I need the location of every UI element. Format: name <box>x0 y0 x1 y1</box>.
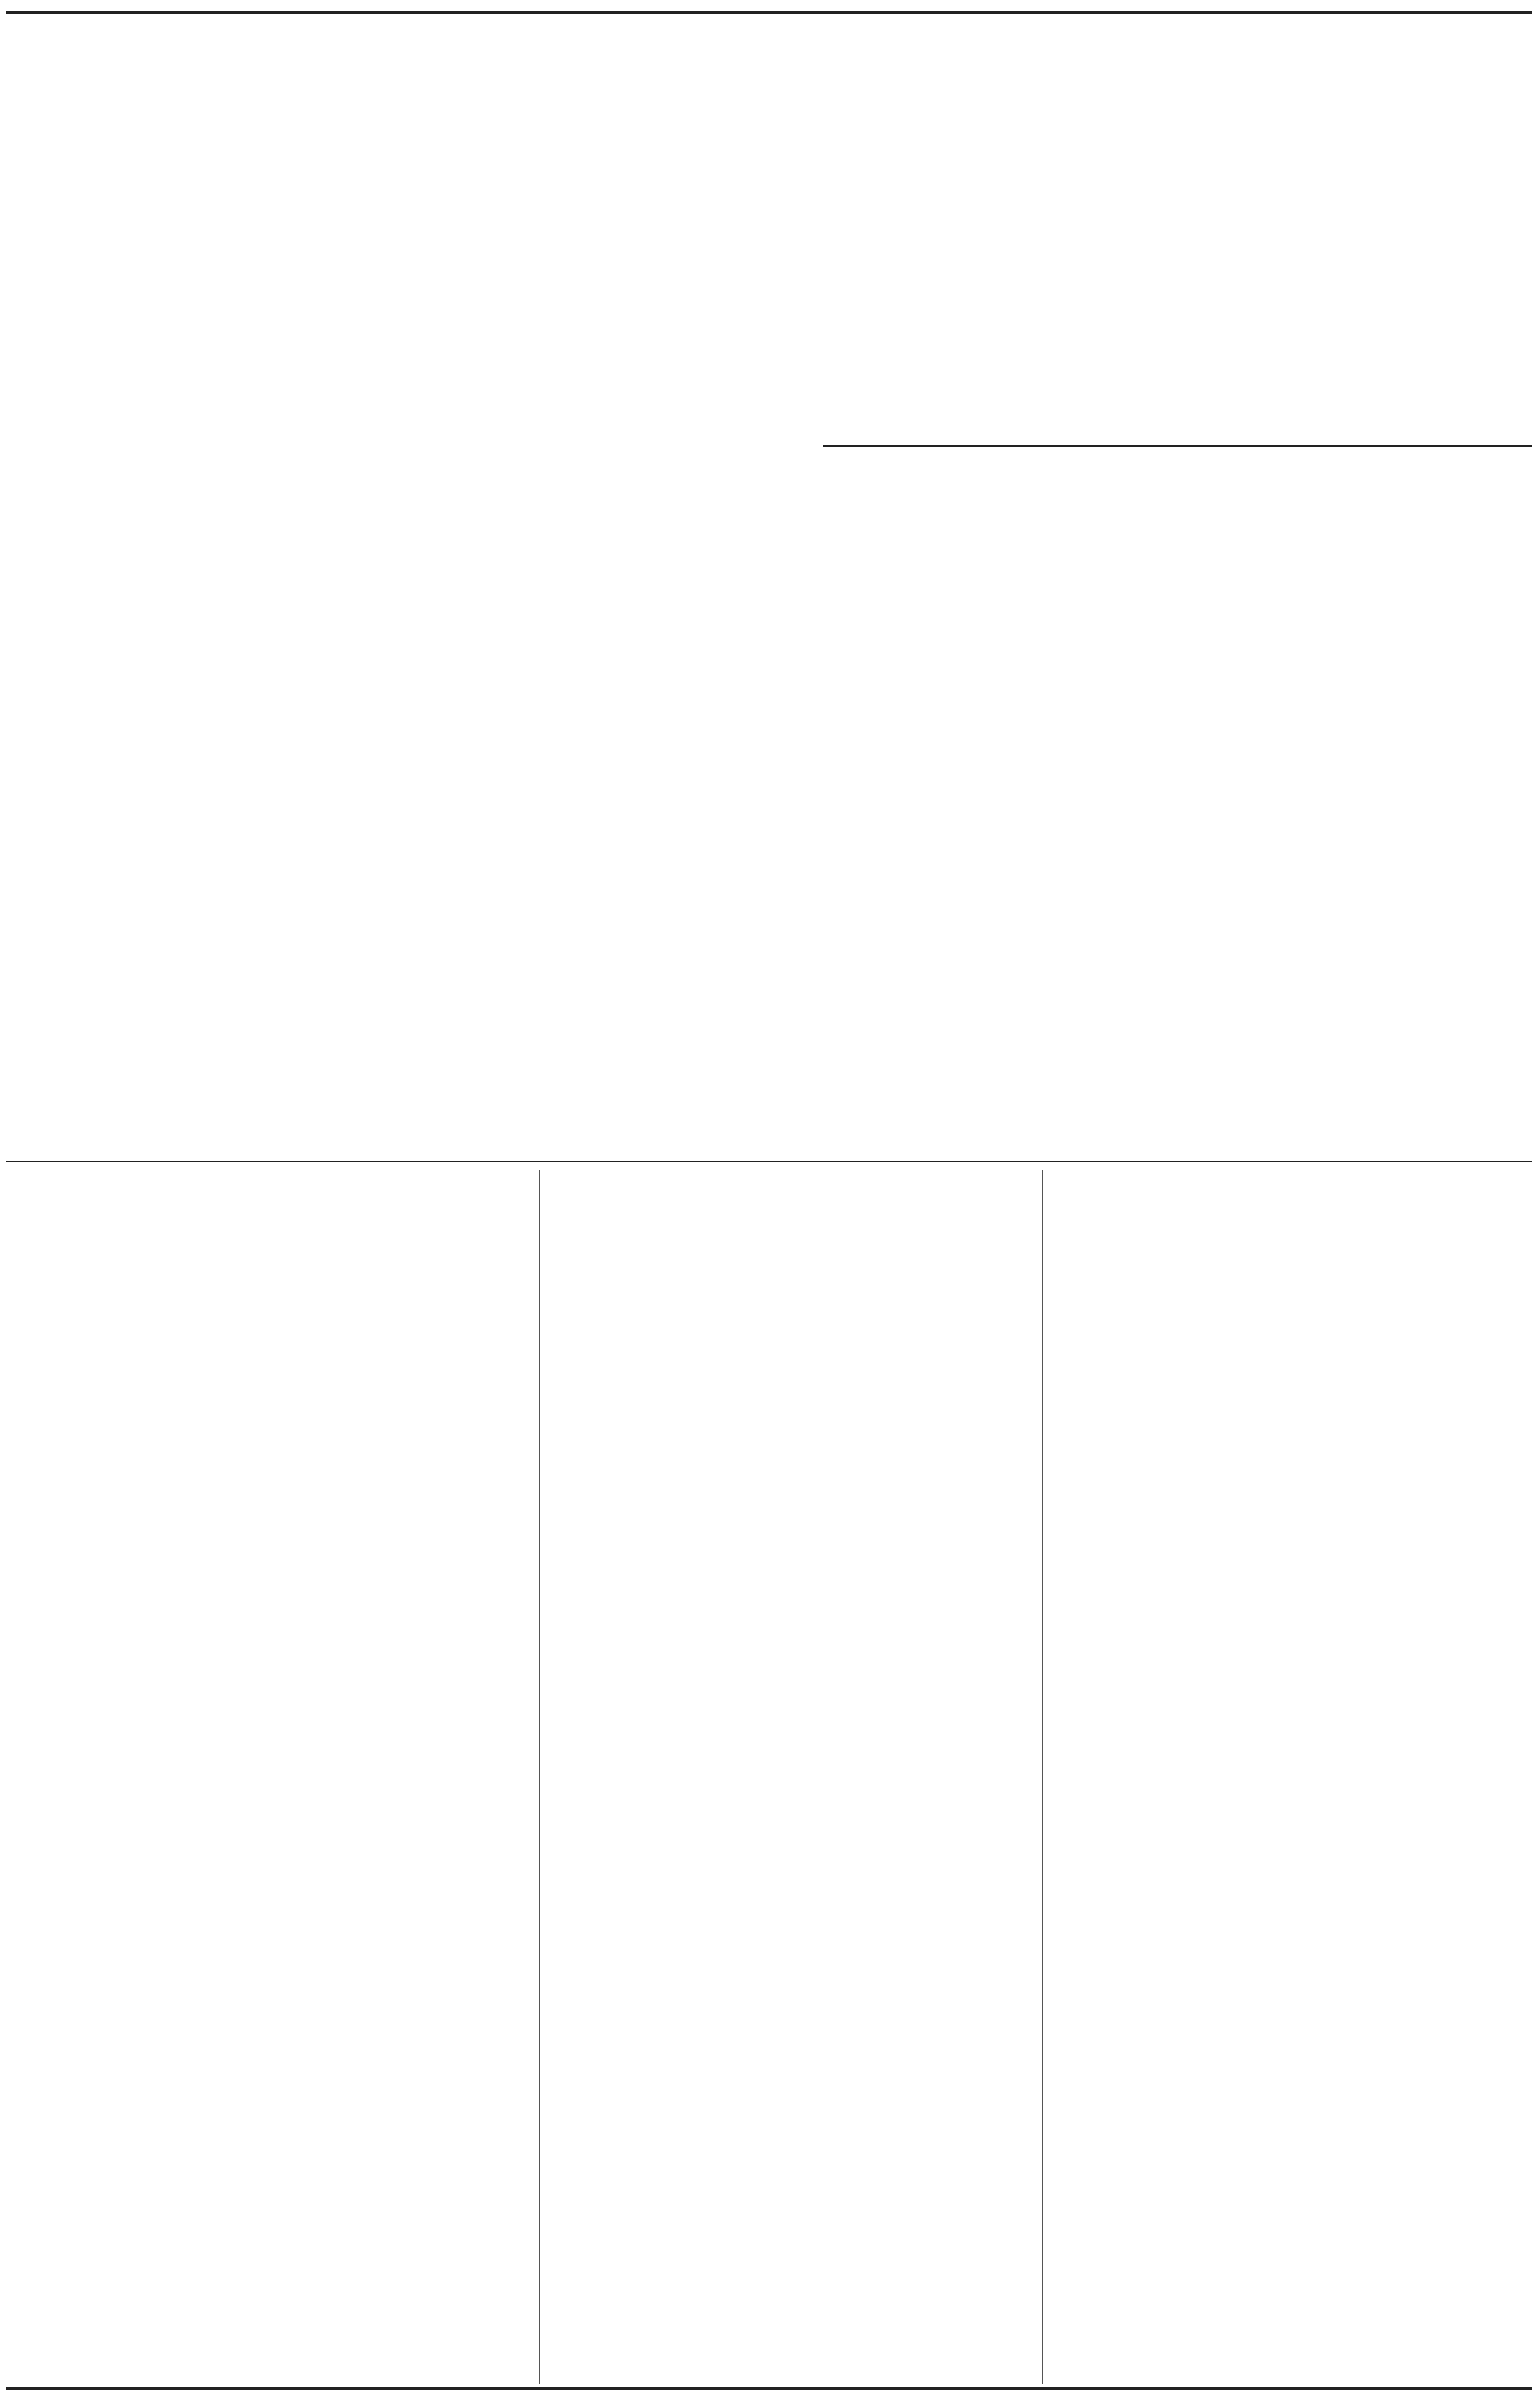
column-divider-2 <box>1042 1170 1043 2384</box>
top-border <box>6 11 1532 14</box>
top-note-block <box>826 18 1534 442</box>
middle-section-divider <box>6 1161 1532 1162</box>
column-divider-1 <box>539 1170 540 2384</box>
bottom-border <box>6 2387 1532 2390</box>
bottom-proposals-block <box>6 1167 1532 2382</box>
top-section-divider <box>823 445 1532 447</box>
